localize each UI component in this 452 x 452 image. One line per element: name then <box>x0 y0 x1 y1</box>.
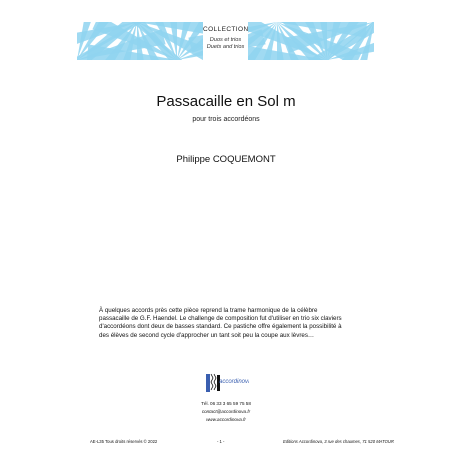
description-line: des élèves de second cycle d'approcher un tant soit peu la coupe aux lèvres… <box>99 331 315 339</box>
page-number: - 1 - <box>217 439 225 444</box>
description-paragraph <box>99 307 369 340</box>
collection-subtitle-fr: Duos et trios <box>209 37 242 43</box>
description-line: d'accordéons dont deux de basses standard. Ce pastiche offre également la possibilité à <box>99 323 342 331</box>
contact-website: www.accordinova.fr <box>206 417 246 422</box>
footer-reference: AE-L35 Tous droits réservés © 2022 <box>90 439 158 444</box>
accordion-icon <box>206 374 220 392</box>
logo-wordmark: accordinova <box>219 379 249 385</box>
collection-title: COLLECTION <box>203 26 249 33</box>
composer-name: Philippe COQUEMONT <box>176 154 276 165</box>
collection-subtitle-en: Duets and trios <box>206 44 245 50</box>
publisher-logo <box>205 370 249 398</box>
piece-title: Passacaille en Sol m <box>156 93 296 110</box>
instrumentation: pour trois accordéons <box>192 116 260 123</box>
footer-publisher-address: Editions Accordinova, 3 rue des chaumes, 71 520 MATOUR <box>283 439 394 444</box>
collection-banner <box>77 22 374 60</box>
contact-phone: Tél. 06 33 3 65 59 75 58 <box>201 401 251 406</box>
description-line: passacaille de G.F. Haendel. Le challenge de composition fut d'utiliser en trio six claviers <box>99 315 342 323</box>
description-line: À quelques accords près cette pièce reprend la trame harmonique de la célèbre <box>99 307 318 314</box>
contact-email: contact@accordinova.fr <box>201 409 251 414</box>
collection-label-box <box>203 22 248 60</box>
